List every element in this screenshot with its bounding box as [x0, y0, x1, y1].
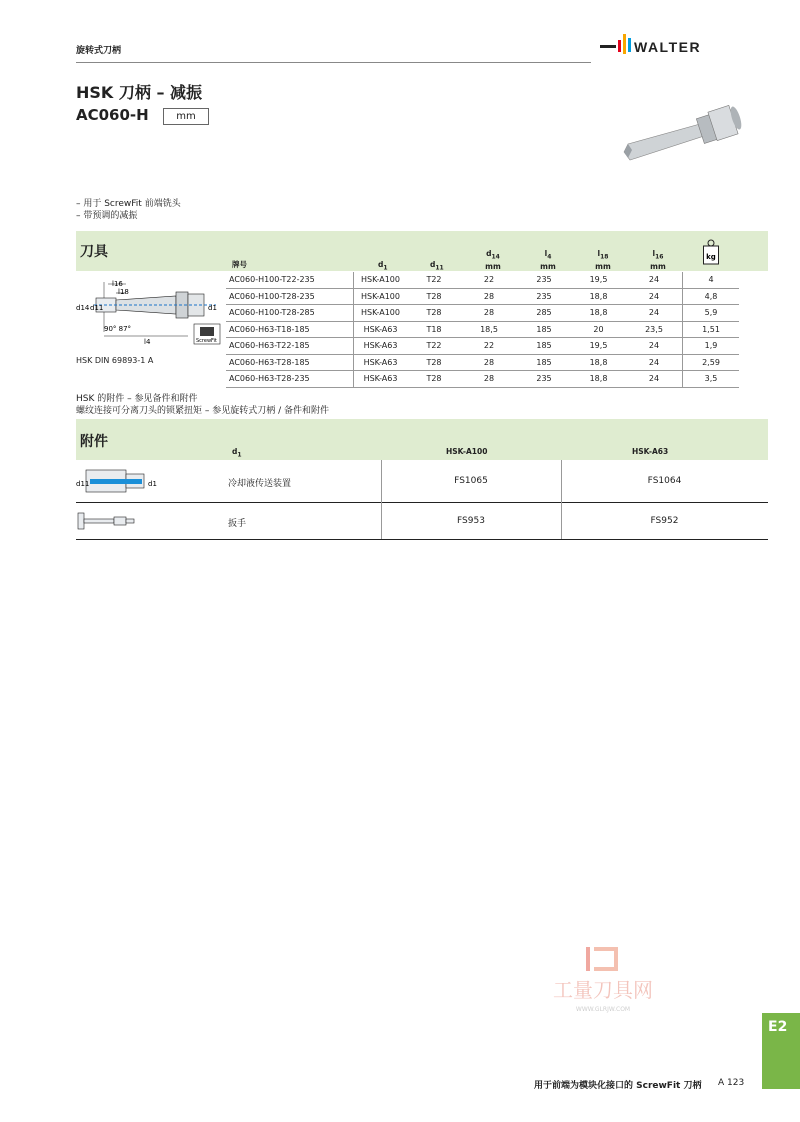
- table-cell: 185: [517, 354, 571, 371]
- svg-text:工量刀具网: 工量刀具网: [553, 978, 653, 1002]
- table-cell: 235: [517, 371, 571, 388]
- table-cell: 22: [461, 338, 517, 355]
- product-code: AC060-H: [76, 106, 149, 124]
- table-cell: 24: [626, 371, 683, 388]
- svg-text:ScrewFit: ScrewFit: [196, 338, 217, 344]
- table-cell: HSK-A100: [354, 272, 408, 288]
- table-cell: AC060-H63-T22-185: [226, 338, 354, 355]
- table-cell: T28: [407, 354, 461, 371]
- table-cell: 19,5: [571, 338, 626, 355]
- svg-text:90° 87°: 90° 87°: [104, 325, 132, 333]
- page-number: A 123: [718, 1078, 745, 1088]
- table-cell: 1,9: [683, 338, 740, 355]
- svg-text:d11: d11: [76, 480, 90, 488]
- table-cell: 4: [683, 272, 740, 288]
- table-cell: 24: [626, 338, 683, 355]
- table-row: [226, 288, 739, 305]
- table-cell: AC060-H63-T18-185: [226, 321, 354, 338]
- table-row: [226, 354, 739, 371]
- svg-text:d14: d14: [76, 304, 90, 312]
- acc-a100-2: FS953: [457, 516, 485, 526]
- tools-title: 刀具: [80, 244, 108, 260]
- table-cell: 185: [517, 321, 571, 338]
- svg-text:l16: l16: [112, 280, 123, 288]
- svg-text:l18: l18: [118, 288, 129, 296]
- svg-text:d11: d11: [90, 304, 104, 312]
- table-cell: T28: [407, 305, 461, 322]
- col-d11: $d_{11}$: [430, 260, 444, 272]
- column-divider: [561, 460, 562, 539]
- table-cell: T22: [407, 272, 461, 288]
- table-cell: 18,8: [571, 354, 626, 371]
- table-cell: 18,8: [571, 288, 626, 305]
- table-row: [226, 371, 739, 388]
- col-l18: $l_{18}$ mm: [595, 249, 611, 271]
- table-row: [226, 338, 739, 355]
- accessories-header-band: [76, 419, 768, 460]
- feature-1: – 用于 ScrewFit 前端铣头: [76, 199, 181, 209]
- table-cell: 2,59: [683, 354, 740, 371]
- svg-text:d1: d1: [208, 304, 217, 312]
- table-cell: 3,5: [683, 371, 740, 388]
- table-cell: 185: [517, 338, 571, 355]
- acc-a63-2: FS952: [650, 516, 679, 526]
- table-row: [226, 305, 739, 322]
- acc-name-2: 扳手: [228, 519, 247, 529]
- unit-badge: mm: [163, 108, 209, 125]
- table-cell: 5,9: [683, 305, 740, 322]
- acc-col-a100: HSK-A100: [446, 447, 488, 456]
- table-cell: 28: [461, 371, 517, 388]
- standard-label: HSK DIN 69893-1 A: [76, 356, 154, 365]
- table-cell: HSK-A63: [354, 338, 408, 355]
- svg-text:d1: d1: [148, 480, 157, 488]
- table-cell: 28: [461, 288, 517, 305]
- table-cell: 18,5: [461, 321, 517, 338]
- table-cell: 18,8: [571, 371, 626, 388]
- table-cell: 20: [571, 321, 626, 338]
- table-cell: T28: [407, 288, 461, 305]
- table-cell: AC060-H100-T22-235: [226, 272, 354, 288]
- section-label: 旋转式刀柄: [76, 46, 122, 56]
- table-row: [76, 503, 768, 540]
- acc-a63-1: FS1064: [647, 476, 682, 486]
- table-cell: 235: [517, 288, 571, 305]
- table-cell: 28: [461, 354, 517, 371]
- table-cell: AC060-H100-T28-285: [226, 305, 354, 322]
- col-designation: 牌号: [232, 260, 247, 269]
- table-cell: 28: [461, 305, 517, 322]
- table-cell: AC060-H63-T28-185: [226, 354, 354, 371]
- table-cell: 24: [626, 354, 683, 371]
- coolant-transfer-drawing: [76, 464, 162, 498]
- watermark: [528, 945, 678, 1015]
- table-row: [226, 272, 739, 288]
- table-cell: 24: [626, 288, 683, 305]
- table-cell: 285: [517, 305, 571, 322]
- svg-text:kg: kg: [706, 253, 716, 261]
- table-cell: T22: [407, 338, 461, 355]
- tools-table: [226, 272, 739, 388]
- table-cell: 22: [461, 272, 517, 288]
- acc-name-1: 冷却液传送装置: [228, 479, 292, 489]
- header-rule: [76, 62, 591, 63]
- acc-col-a63: HSK-A63: [632, 447, 669, 456]
- table-cell: T28: [407, 371, 461, 388]
- tool-holder-image: [620, 100, 750, 170]
- table-cell: 4,8: [683, 288, 740, 305]
- table-cell: HSK-A100: [354, 288, 408, 305]
- table-cell: 24: [626, 305, 683, 322]
- svg-text:l4: l4: [144, 338, 151, 346]
- table-cell: 235: [517, 272, 571, 288]
- acc-col-d1: $d_1$: [232, 447, 242, 459]
- svg-text:WALTER: WALTER: [634, 39, 702, 55]
- table-cell: HSK-A63: [354, 371, 408, 388]
- table-cell: T18: [407, 321, 461, 338]
- note-1: HSK 的附件 – 参见备件和附件: [76, 394, 198, 404]
- table-cell: AC060-H63-T28-235: [226, 371, 354, 388]
- svg-text:WWW.GLRJW.COM: WWW.GLRJW.COM: [575, 1006, 631, 1013]
- table-cell: 18,8: [571, 305, 626, 322]
- accessories-title: 附件: [80, 434, 108, 450]
- table-cell: 23,5: [626, 321, 683, 338]
- table-cell: 19,5: [571, 272, 626, 288]
- col-l4: $l_4$ mm: [540, 249, 556, 271]
- wrench-drawing: [76, 507, 162, 535]
- note-2: 螺纹连接可分离刀头的锁紧扭矩 – 参见旋转式刀柄 / 备件和附件: [76, 406, 329, 416]
- tools-header-band: [76, 231, 768, 271]
- acc-a100-1: FS1065: [454, 476, 488, 486]
- table-cell: 1,51: [683, 321, 740, 338]
- table-cell: HSK-A100: [354, 305, 408, 322]
- table-row: [76, 460, 768, 503]
- walter-logo: [600, 30, 740, 60]
- chapter-tab: E2: [762, 1013, 800, 1089]
- table-cell: HSK-A63: [354, 321, 408, 338]
- col-d1: $d_1$: [378, 260, 388, 272]
- table-cell: HSK-A63: [354, 354, 408, 371]
- column-divider: [381, 460, 382, 539]
- table-cell: 24: [626, 272, 683, 288]
- col-l16: $l_{16}$ mm: [650, 249, 666, 271]
- weight-icon: [702, 239, 720, 265]
- table-cell: AC060-H100-T28-235: [226, 288, 354, 305]
- table-row: [226, 321, 739, 338]
- col-d14: $d_{14}$ mm: [485, 249, 501, 271]
- page-title: HSK 刀柄 – 减振: [76, 83, 203, 102]
- feature-2: – 带预调的减振: [76, 211, 138, 221]
- footer-title: 用于前端为模块化接口的 ScrewFit 刀柄: [534, 1081, 702, 1091]
- tool-dimension-drawing: [76, 274, 224, 352]
